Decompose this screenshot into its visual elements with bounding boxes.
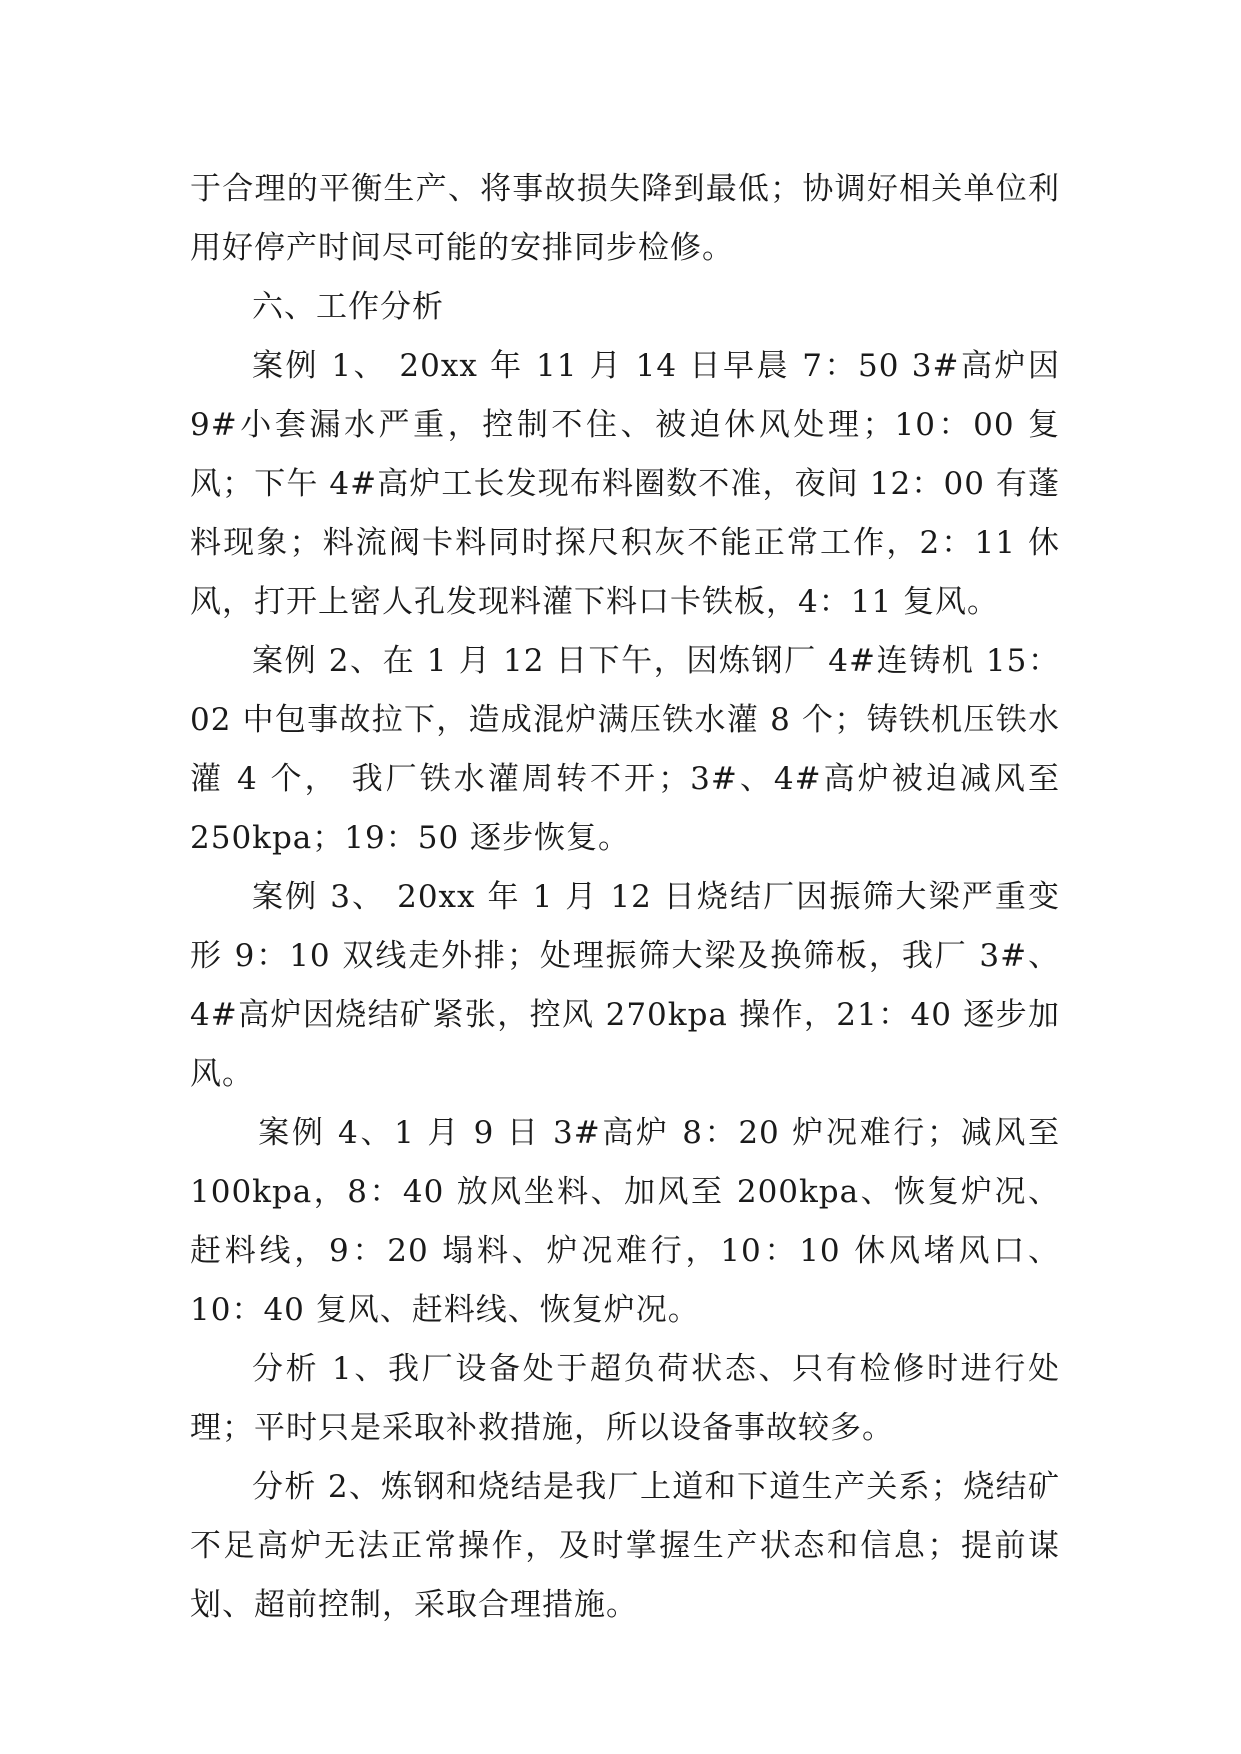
document-body — [190, 160, 1060, 1635]
paragraph-case-4: 案例 4、1 月 9 日 3#高炉 8：20 炉况难行；减风至 100kpa，8：40 放风坐料、加风至 200kpa、恢复炉况、赶料线，9：20 塌料、炉况难行，10：10 休风堵风口、10：40 复风、赶料线、恢复炉况。 — [190, 1115, 1060, 1328]
paragraph-case-1: 案例 1、 20xx 年 11 月 14 日早晨 7：50 3#高炉因 9#小套漏水严重，控制不住、被迫休风处理；10：00 复风；下午 4#高炉工长发现布料圈数不准，夜间 12：00 有蓬料现象；料流阀卡料同时探尺积灰不能正常工作，2：11 休风，打开上密人孔发现料灌下料口卡铁板，4：11 复风。 — [190, 348, 1060, 620]
paragraph-analysis-2: 分析 2、炼钢和烧结是我厂上道和下道生产关系；烧结矿不足高炉无法正常操作，及时掌握生产状态和信息；提前谋划、超前控制，采取合理措施。 — [190, 1469, 1060, 1623]
paragraph-continuation: 于合理的平衡生产、将事故损失降到最低；协调好相关单位利用好停产时间尽可能的安排同步检修。 — [190, 171, 1060, 266]
section-heading: 六、工作分析 — [252, 289, 444, 325]
paragraph-case-2: 案例 2、在 1 月 12 日下午，因炼钢厂 4#连铸机 15：02 中包事故拉下，造成混炉满压铁水灌 8 个；铸铁机压铁水灌 4 个， 我厂铁水灌周转不开；3#、4#高炉被迫减风至 250kpa；19：50 逐步恢复。 — [190, 643, 1060, 856]
paragraph-analysis-1: 分析 1、我厂设备处于超负荷状态、只有检修时进行处理；平时只是采取补救措施，所以设备事故较多。 — [190, 1351, 1060, 1446]
paragraph-case-3: 案例 3、 20xx 年 1 月 12 日烧结厂因振筛大梁严重变形 9：10 双线走外排；处理振筛大梁及换筛板，我厂 3#、4#高炉因烧结矿紧张，控风 270kpa 操作，21：40 逐步加风。 — [190, 879, 1060, 1092]
